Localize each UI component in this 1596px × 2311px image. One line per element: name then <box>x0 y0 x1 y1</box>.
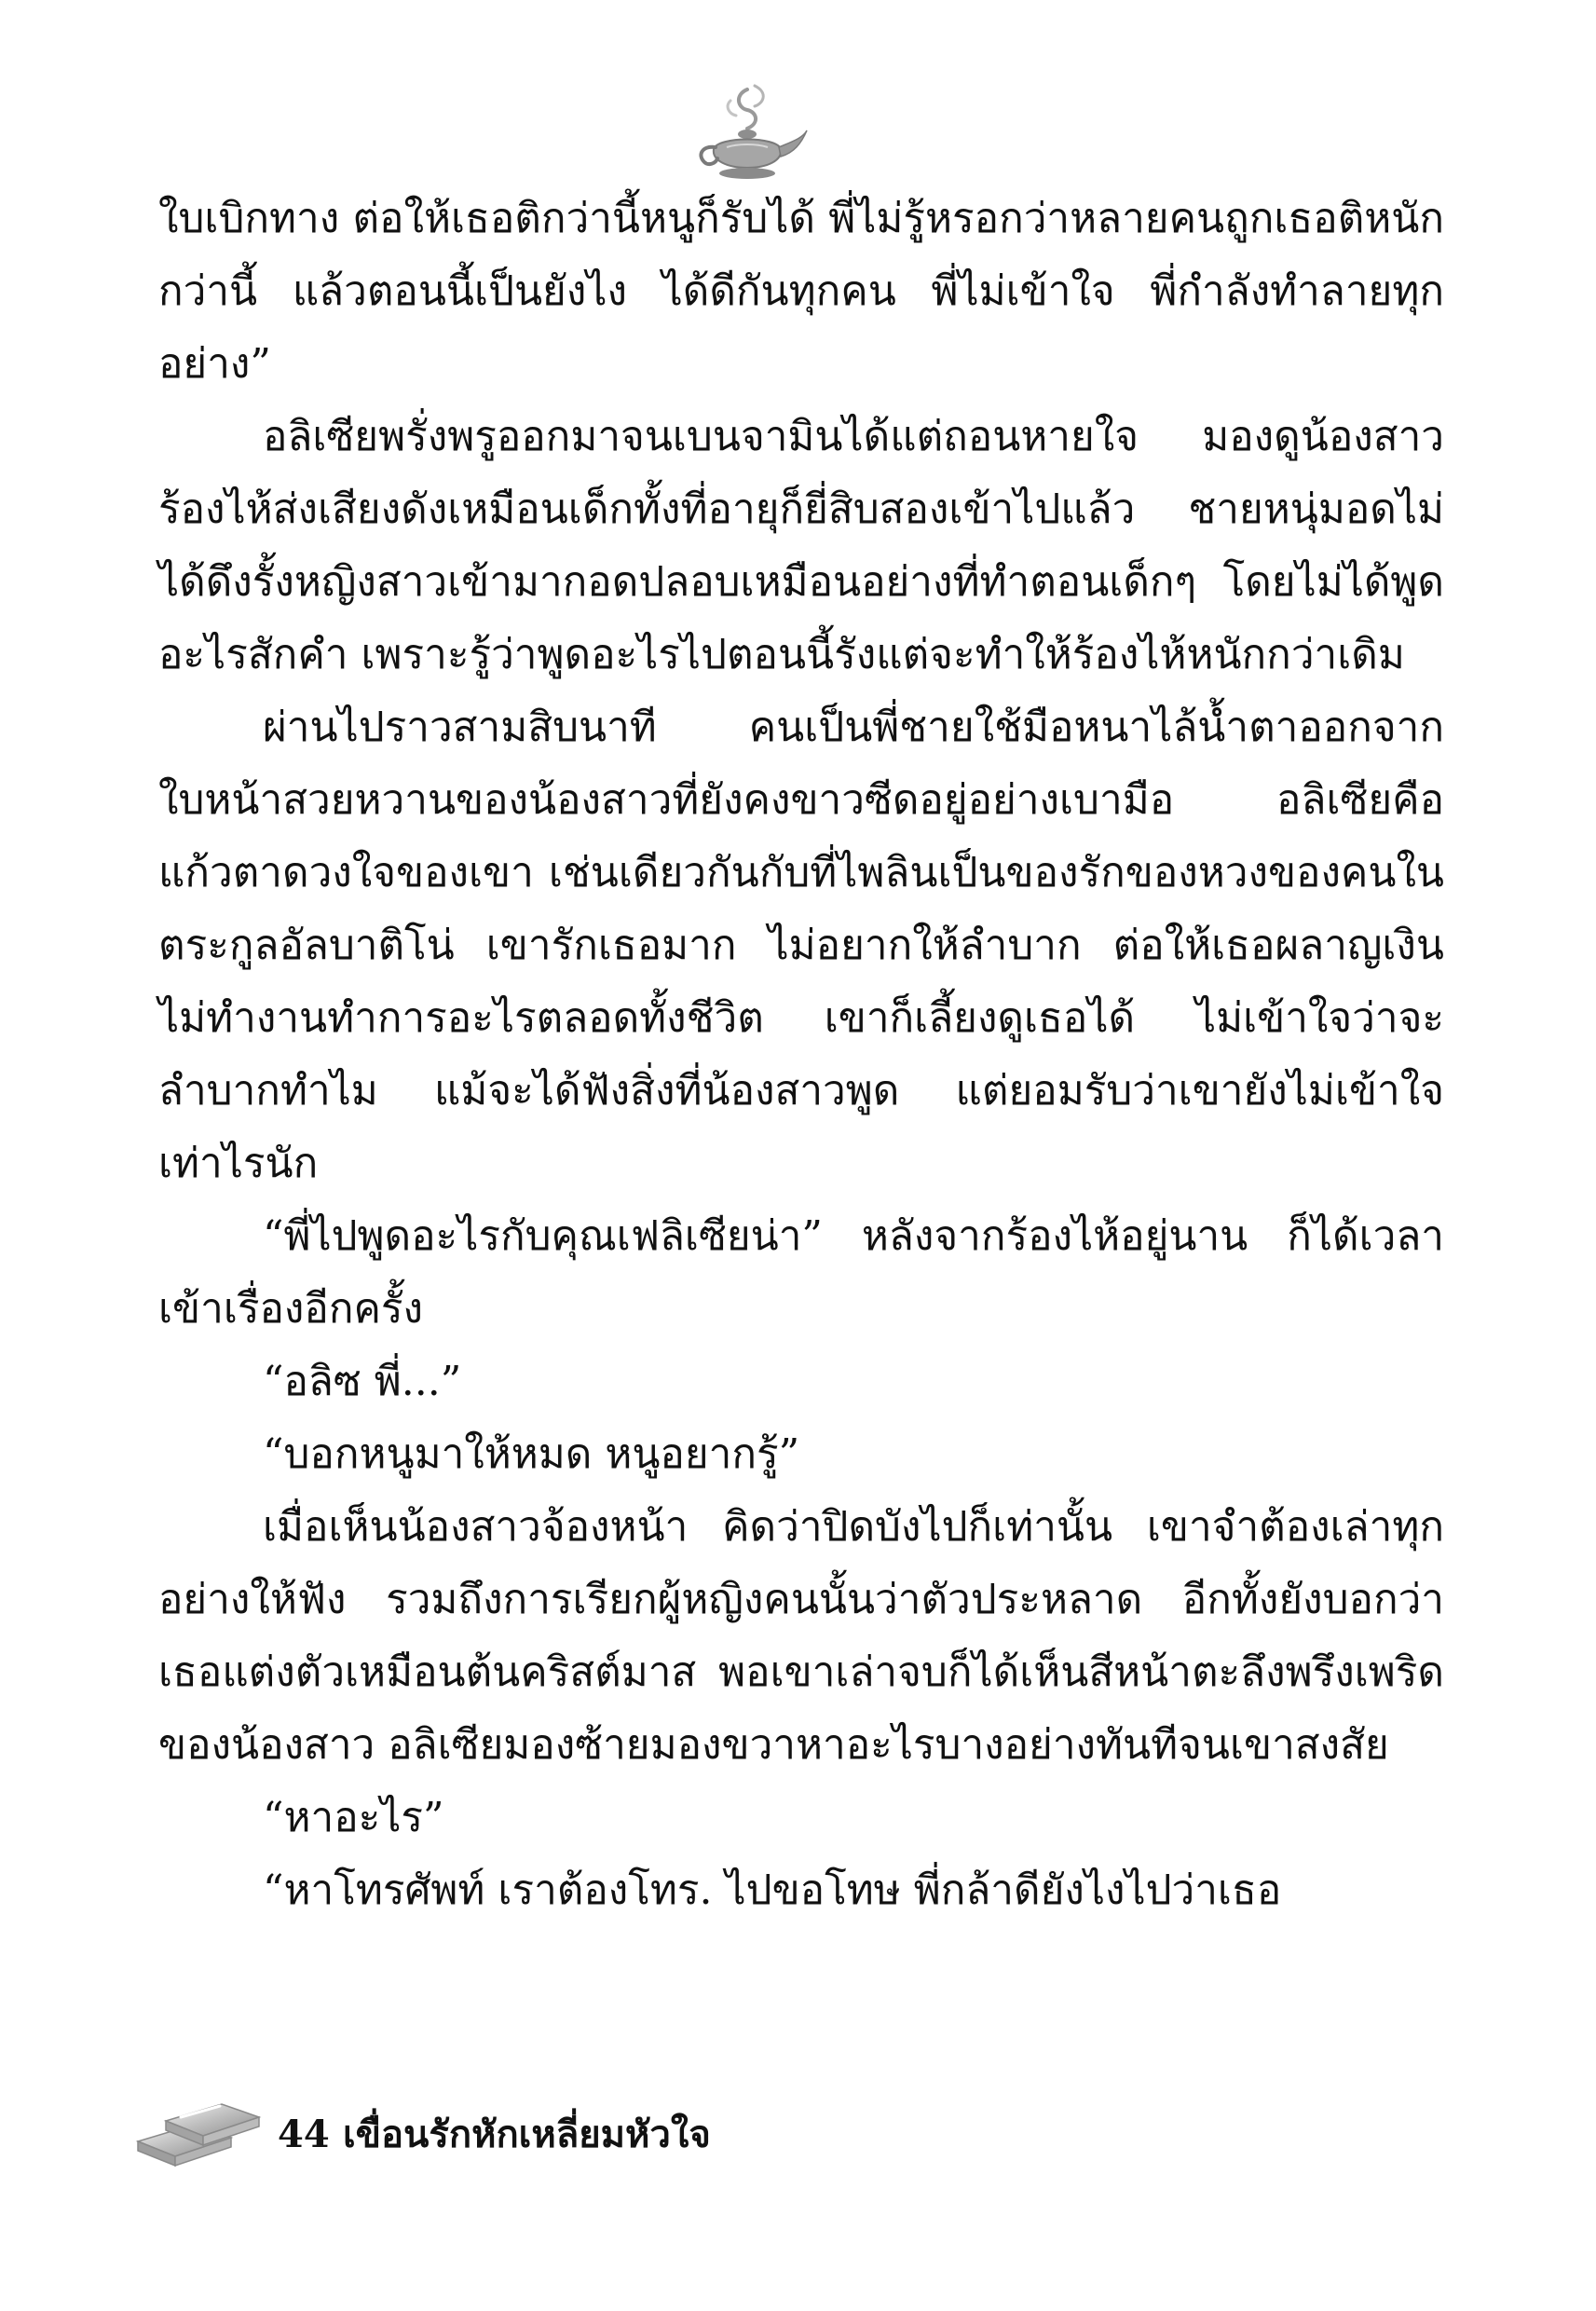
genie-lamp-icon <box>689 82 811 185</box>
paragraph-8: “หาอะไร” <box>263 1794 444 1841</box>
paragraph-1: ใบเบิกทาง ต่อให้เธอติกว่านี้หนูก็รับได้ พี่ไม่รู้หรอกว่าหลายคนถูกเธอติหนักกว่านี้ แล้วตอนนี้เป็นยังไง ได้ดีกันทุกคน พี่ไม่เข้าใจ พี่กำลังทำลายทุกอย่าง” <box>158 195 1444 388</box>
paragraph-2: อลิเซียพรั่งพรูออกมาจนเบนจามินได้แต่ถอนหายใจ มองดูน้องสาวร้องไห้ส่งเสียงดังเหมือนเด็กทั้งที่อายุก็ยี่สิบสองเข้าไปแล้ว ชายหนุ่มอดไม่ได้ดึงรั้งหญิงสาวเข้ามากอดปลอบเหมือนอย่างที่ทำตอนเด็กๆ โดยไม่ได้พูดอะไรสักคำ เพราะรู้ว่าพูดอะไรไปตอนนี้รังแต่จะทำให้ร้องไห้หนักกว่าเดิม <box>158 413 1444 678</box>
paragraph-4: “พี่ไปพูดอะไรกับคุณเฟลิเซียน่า” หลังจากร้องไห้อยู่นาน ก็ได้เวลาเข้าเรื่องอีกครั้ง <box>158 1212 1444 1333</box>
paragraph-9: “หาโทรศัพท์ เราต้องโทร. ไปขอโทษ พี่กล้าดียังไงไปว่าเธอ <box>263 1867 1282 1914</box>
book-title: เขื่อนรักหักเหลี่ยมหัวใจ <box>343 2113 711 2156</box>
page-footer <box>129 2069 967 2190</box>
paragraph-7: เมื่อเห็นน้องสาวจ้องหน้า คิดว่าปิดบังไปก็เท่านั้น เขาจำต้องเล่าทุกอย่างให้ฟัง รวมถึงการเรียกผู้หญิงคนนั้นว่าตัวประหลาด อีกทั้งยังบอกว่าเธอแต่งตัวเหมือนต้นคริสต์มาส พอเขาเล่าจบก็ได้เห็นสีหน้าตะลึงพรึงเพริดของน้องสาว อลิเซียมองซ้ายมองขวาหาอะไรบางอย่างทันทีจนเขาสงสัย <box>158 1503 1444 1769</box>
paragraph-3: ผ่านไปราวสามสิบนาที คนเป็นพี่ชายใช้มือหนาไล้น้ำตาออกจากใบหน้าสวยหวานของน้องสาวที่ยังคงขาวซีดอยู่อย่างเบามือ อลิเซียคือแก้วตาดวงใจของเขา เช่นเดียวกันกับที่ไพลินเป็นของรักของหวงของคนในตระกูลอัลบาติโน่ เขารักเธอมาก ไม่อยากให้ลำบาก ต่อให้เธอผลาญเงิน ไม่ทำงานทำการอะไรตลอดทั้งชีวิต เขาก็เลี้ยงดูเธอได้ ไม่เข้าใจว่าจะลำบากทำไม แม้จะได้ฟังสิ่งที่น้องสาวพูด แต่ยอมรับว่าเขายังไม่เข้าใจเท่าไรนัก <box>158 704 1444 1187</box>
body-text <box>158 183 1444 1927</box>
paragraph-5: “อลิซ พี่...” <box>263 1358 462 1405</box>
paragraph-6: “บอกหนูมาให้หมด หนูอยากรู้” <box>263 1430 800 1478</box>
page-number: 44 <box>278 2113 330 2156</box>
gold-bars-icon <box>129 2069 268 2181</box>
